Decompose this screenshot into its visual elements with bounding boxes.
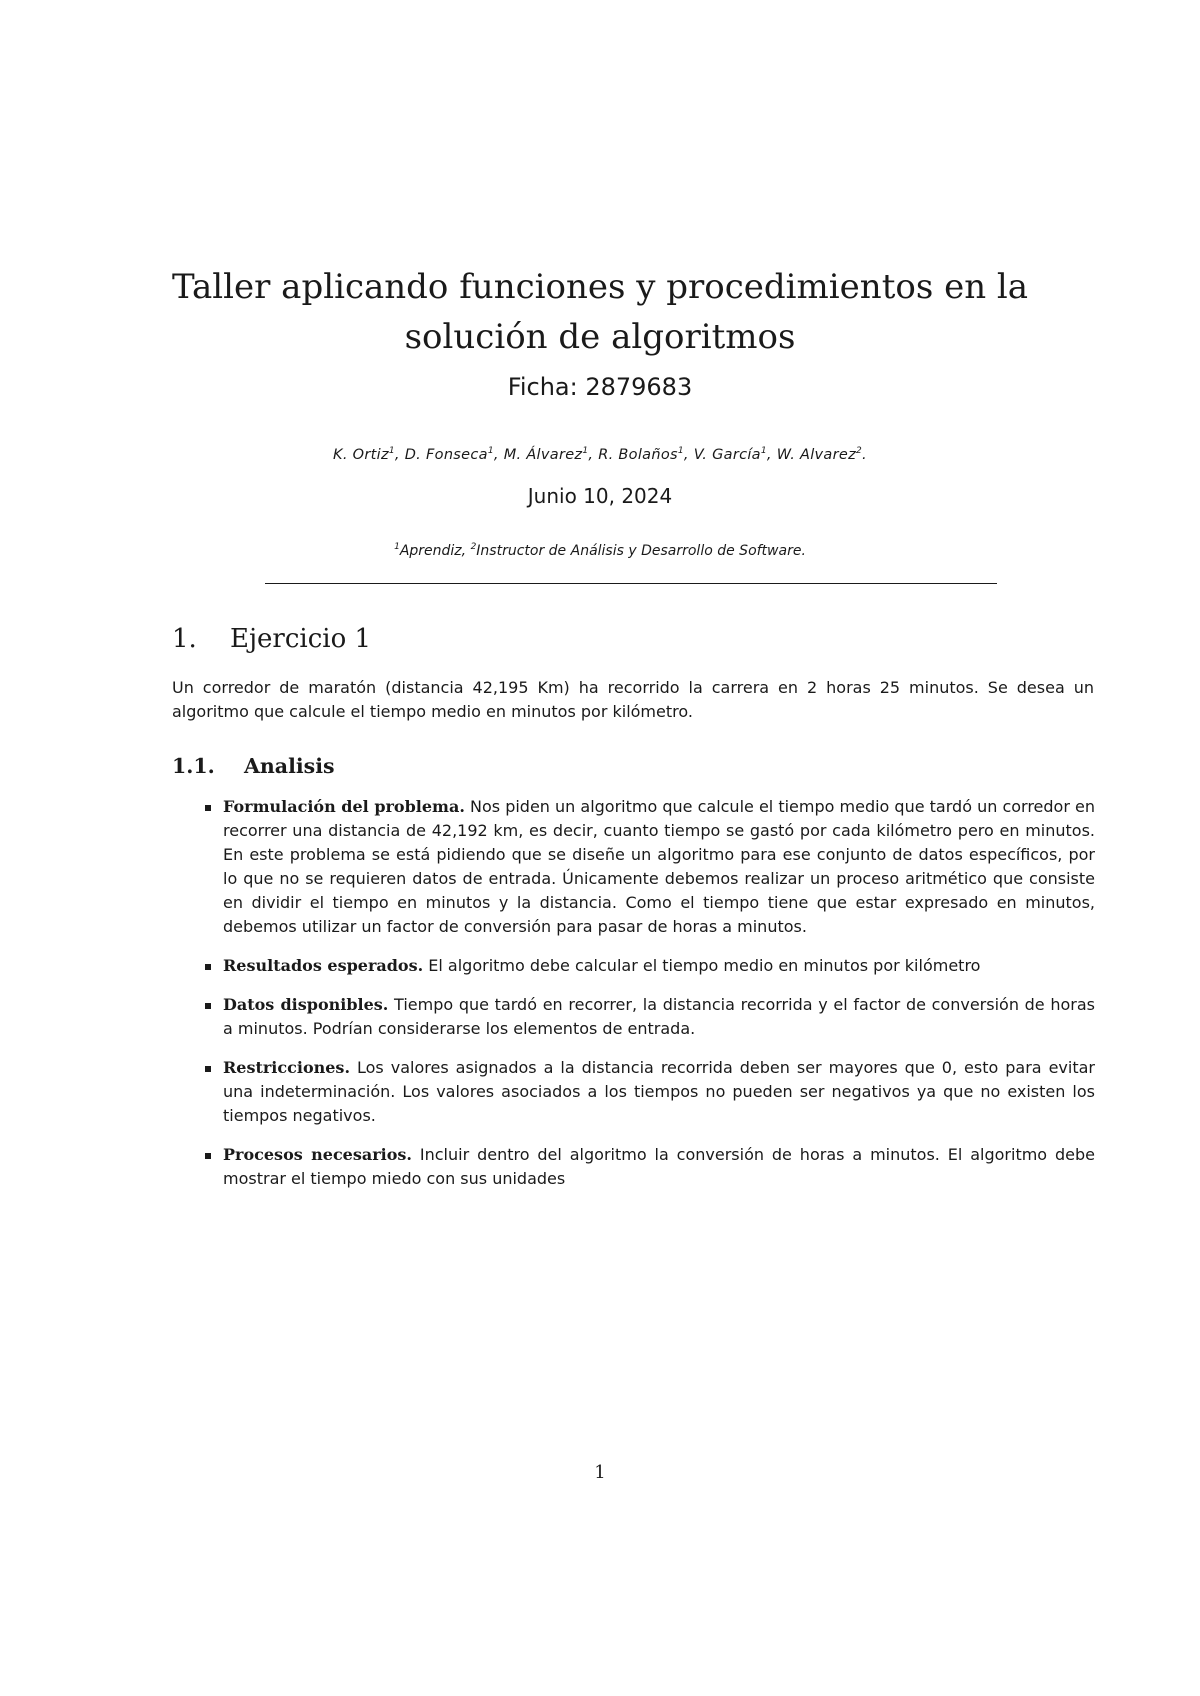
item-term: Resultados esperados.	[223, 956, 424, 975]
author-affiliation-mark: 2	[856, 446, 863, 456]
author-affiliation-mark: 1	[677, 446, 684, 456]
analysis-list	[205, 795, 1095, 1206]
list-item	[205, 954, 1095, 978]
item-term: Restricciones.	[223, 1058, 351, 1077]
ficha-number: Ficha: 2879683	[507, 373, 693, 401]
section-paragraph: Un corredor de maratón (distancia 42,195 Km) ha recorrido la carrera en 2 horas 25 minutos. Se desea un algoritmo que calcule el tiempo medio en minutos por kilómetro.	[172, 678, 1094, 721]
author-affiliation-mark: 1	[388, 446, 395, 456]
bullet-icon	[205, 805, 211, 811]
affiliation-mark: 1	[394, 542, 400, 552]
section-heading	[172, 622, 371, 656]
document-date: Junio 10, 2024	[527, 484, 673, 508]
affiliations	[150, 536, 1050, 562]
list-item	[205, 993, 1095, 1041]
section-number: 1.	[172, 624, 197, 654]
affiliation-text: Instructor de Análisis y Desarrollo de Software.	[476, 543, 806, 559]
item-text: El algoritmo debe calcular el tiempo medio en minutos por kilómetro	[423, 956, 981, 975]
bullet-icon	[205, 1003, 211, 1009]
item-term: Formulación del problema.	[223, 797, 465, 816]
item-text: Incluir dentro del algoritmo la conversión de horas a minutos. El algoritmo debe mostrar el tiempo miedo con sus unidades	[223, 1145, 1095, 1188]
bullet-icon	[205, 964, 211, 970]
affiliation-mark: 2	[470, 542, 477, 552]
subsection-title: Analisis	[244, 754, 335, 778]
author-affiliation-mark: 1	[760, 446, 767, 456]
item-text: Nos piden un algoritmo que calcule el tiempo medio que tardó un corredor en recorrer una distancia de 42,192 km, es decir, cuanto tiempo se gastó por cada kilómetro pero en minutos. En este problema se está pidiendo que se diseñe un algoritmo para ese conjunto de datos específicos, por lo que no se requieren datos de entrada. Únicamente debemos realizar un proceso aritmético que consiste en dividir el tiempo en minutos y la distancia. Como el tiempo tiene que estar expresado en minutos, debemos utilizar un factor de conversión para pasar de horas a minutos.	[223, 797, 1095, 936]
item-term: Datos disponibles.	[223, 995, 389, 1014]
author-name: R. Bolaños	[598, 447, 678, 463]
document-title: Taller aplicando funciones y procedimientos en la solución de algoritmos	[171, 267, 1029, 357]
subsection-number: 1.1.	[172, 754, 215, 778]
item-term: Procesos necesarios.	[223, 1145, 412, 1164]
affiliation-text: Aprendiz,	[399, 543, 471, 559]
author-list: K. Ortiz$^1$, D. Fonseca$^1$, M. Álvarez$^1$, R. Bolaños$^1$, V. García$^1$, W. Alvarez$^2$.	[333, 446, 867, 463]
item-text: Los valores asignados a la distancia recorrida deben ser mayores que 0, esto para evitar una indeterminación. Los valores asociados a los tiempos no pueden ser negativos ya que no existen los tiempos negativos.	[223, 1058, 1095, 1125]
author-affiliation-mark: 1	[582, 446, 589, 456]
author-name: M. Álvarez	[503, 447, 583, 463]
subsection-heading	[172, 752, 335, 780]
list-item	[205, 1056, 1095, 1128]
section-title: Ejercicio 1	[230, 624, 372, 654]
bullet-icon	[205, 1066, 211, 1072]
list-item	[205, 1143, 1095, 1191]
author-name: W. Alvarez	[776, 447, 857, 463]
author-affiliation-mark: 1	[487, 446, 494, 456]
header-divider	[265, 583, 997, 584]
item-text: Tiempo que tardó en recorrer, la distancia recorrida y el factor de conversión de horas a minutos. Podrían considerarse los elementos de entrada.	[223, 995, 1095, 1038]
author-name: D. Fonseca	[404, 447, 488, 463]
page-number: 1	[594, 1462, 606, 1483]
list-item	[205, 795, 1095, 939]
author-name: K. Ortiz	[333, 447, 389, 463]
bullet-icon	[205, 1153, 211, 1159]
author-name: V. García	[693, 447, 761, 463]
